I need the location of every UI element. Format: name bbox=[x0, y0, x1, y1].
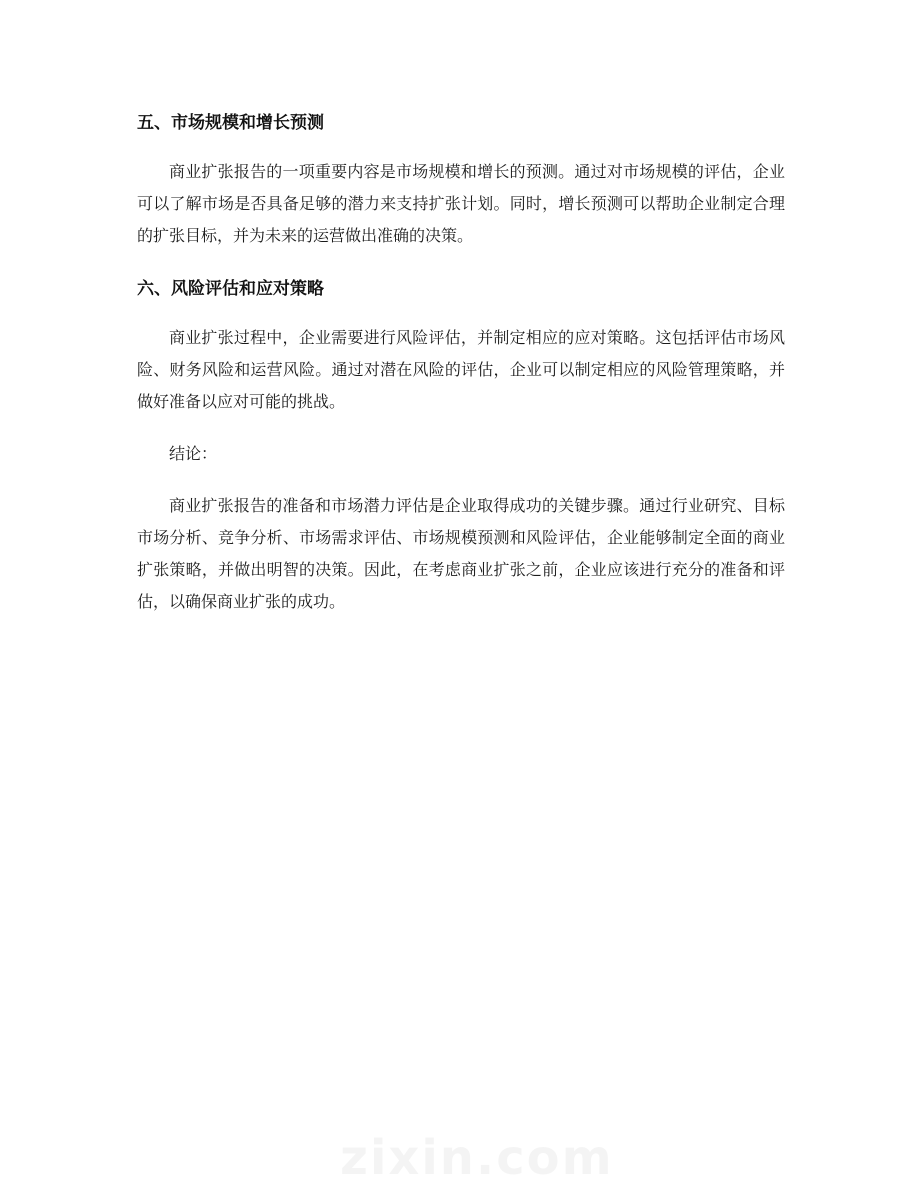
section-paragraph-risk: 商业扩张过程中，企业需要进行风险评估，并制定相应的应对策略。这包括评估市场风险、财务风险和运营风险。通过对潜在风险的评估，企业可以制定相应的风险管理策略，并做好准备以应对可能的挑战。 bbox=[137, 328, 785, 411]
watermark bbox=[340, 1130, 614, 1186]
spacer bbox=[137, 304, 785, 322]
conclusion-label: 结论： bbox=[169, 444, 218, 463]
conclusion-paragraph: 商业扩张报告的准备和市场潜力评估是企业取得成功的关键步骤。通过行业研究、目标市场分析、竞争分析、市场需求评估、市场规模预测和风险评估，企业能够制定全面的商业扩张策略，并做出明智的决策。因此，在考虑商业扩张之前，企业应该进行充分的准备和评估，以确保商业扩张的成功。 bbox=[137, 496, 785, 611]
section-heading-risk: 六、风险评估和应对策略 bbox=[137, 279, 324, 299]
document-body bbox=[137, 108, 785, 618]
section-paragraph-market-size: 商业扩张报告的一项重要内容是市场规模和增长的预测。通过对市场规模的评估，企业可以了解市场是否具备足够的潜力来支持扩张计划。同时，增长预测可以帮助企业制定合理的扩张目标，并为未来的运营做出准确的决策。 bbox=[137, 162, 785, 245]
spacer bbox=[137, 138, 785, 156]
section-heading-market-size: 五、市场规模和增长预测 bbox=[137, 113, 324, 133]
spacer bbox=[137, 418, 785, 438]
spacer bbox=[137, 470, 785, 490]
spacer bbox=[137, 252, 785, 274]
